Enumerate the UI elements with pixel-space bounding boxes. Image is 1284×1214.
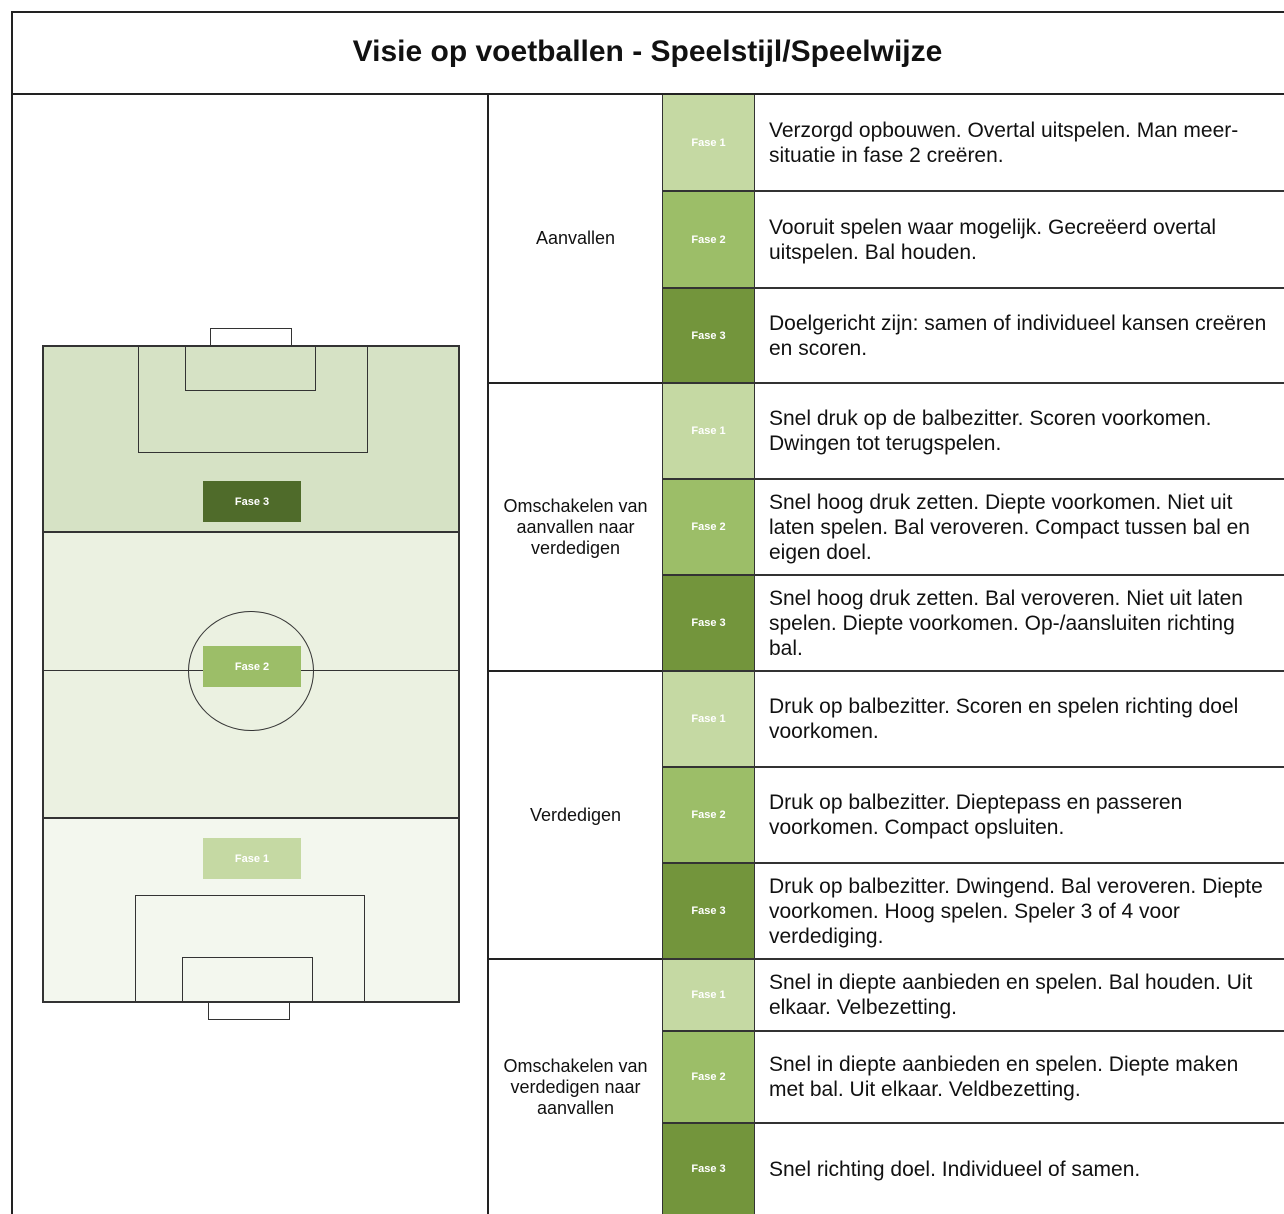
phase-description: Verzorgd opbouwen. Overtal uitspelen. Man meer-situatie in fase 2 creëren.	[754, 95, 1284, 190]
category-label: Verdedigen	[487, 670, 662, 958]
category-label: Omschakelen van verdedigen naar aanvallen	[487, 958, 662, 1214]
phase-description: Snel richting doel. Individueel of samen.	[754, 1122, 1284, 1214]
bottom-goal	[208, 1002, 290, 1020]
phase-description: Druk op balbezitter. Scoren en spelen richting doel voorkomen.	[754, 670, 1284, 766]
pitch-label-fase2: Fase 2	[203, 646, 301, 687]
top-goal	[210, 328, 292, 346]
phase-badge: Fase 1	[662, 958, 754, 1030]
phase-badge: Fase 2	[662, 478, 754, 574]
phase-description: Snel hoog druk zetten. Bal veroveren. Niet uit laten spelen. Diepte voorkomen. Op-/aansluiten richting bal.	[754, 574, 1284, 670]
phase-description: Snel in diepte aanbieden en spelen. Bal houden. Uit elkaar. Velbezetting.	[754, 958, 1284, 1030]
phase-description: Snel in diepte aanbieden en spelen. Diepte maken met bal. Uit elkaar. Veldbezetting.	[754, 1030, 1284, 1122]
phase-badge: Fase 1	[662, 382, 754, 478]
phase-description: Vooruit spelen waar mogelijk. Gecreëerd overtal uitspelen. Bal houden.	[754, 190, 1284, 287]
phase-badge: Fase 1	[662, 95, 754, 190]
page-title: Visie op voetballen - Speelstijl/Speelwijze	[11, 11, 1284, 95]
phase-description: Snel hoog druk zetten. Diepte voorkomen. Niet uit laten spelen. Bal veroveren. Compact tussen bal en eigen doel.	[754, 478, 1284, 574]
phase-badge: Fase 2	[662, 1030, 754, 1122]
football-pitch-diagram	[42, 345, 460, 1003]
phase-badge: Fase 1	[662, 670, 754, 766]
phase-badge: Fase 3	[662, 574, 754, 670]
phase-description: Druk op balbezitter. Dwingend. Bal veroveren. Diepte voorkomen. Hoog spelen. Speler 3 of 4 voor verdediging.	[754, 862, 1284, 958]
bottom-goal-area	[182, 957, 313, 1003]
phase-description: Snel druk op de balbezitter. Scoren voorkomen. Dwingen tot terugspelen.	[754, 382, 1284, 478]
pitch-label-fase1: Fase 1	[203, 838, 301, 879]
phase-description: Doelgericht zijn: samen of individueel kansen creëren en scoren.	[754, 287, 1284, 382]
phase-badge: Fase 3	[662, 1122, 754, 1214]
top-goal-area	[185, 345, 316, 391]
phase-badge: Fase 3	[662, 287, 754, 382]
phase-badge: Fase 2	[662, 190, 754, 287]
category-label: Omschakelen van aanvallen naar verdedigen	[487, 382, 662, 670]
phase-description: Druk op balbezitter. Dieptepass en passeren voorkomen. Compact opsluiten.	[754, 766, 1284, 862]
phase-badge: Fase 2	[662, 766, 754, 862]
category-label: Aanvallen	[487, 95, 662, 382]
pitch-label-fase3: Fase 3	[203, 481, 301, 522]
phase-badge: Fase 3	[662, 862, 754, 958]
